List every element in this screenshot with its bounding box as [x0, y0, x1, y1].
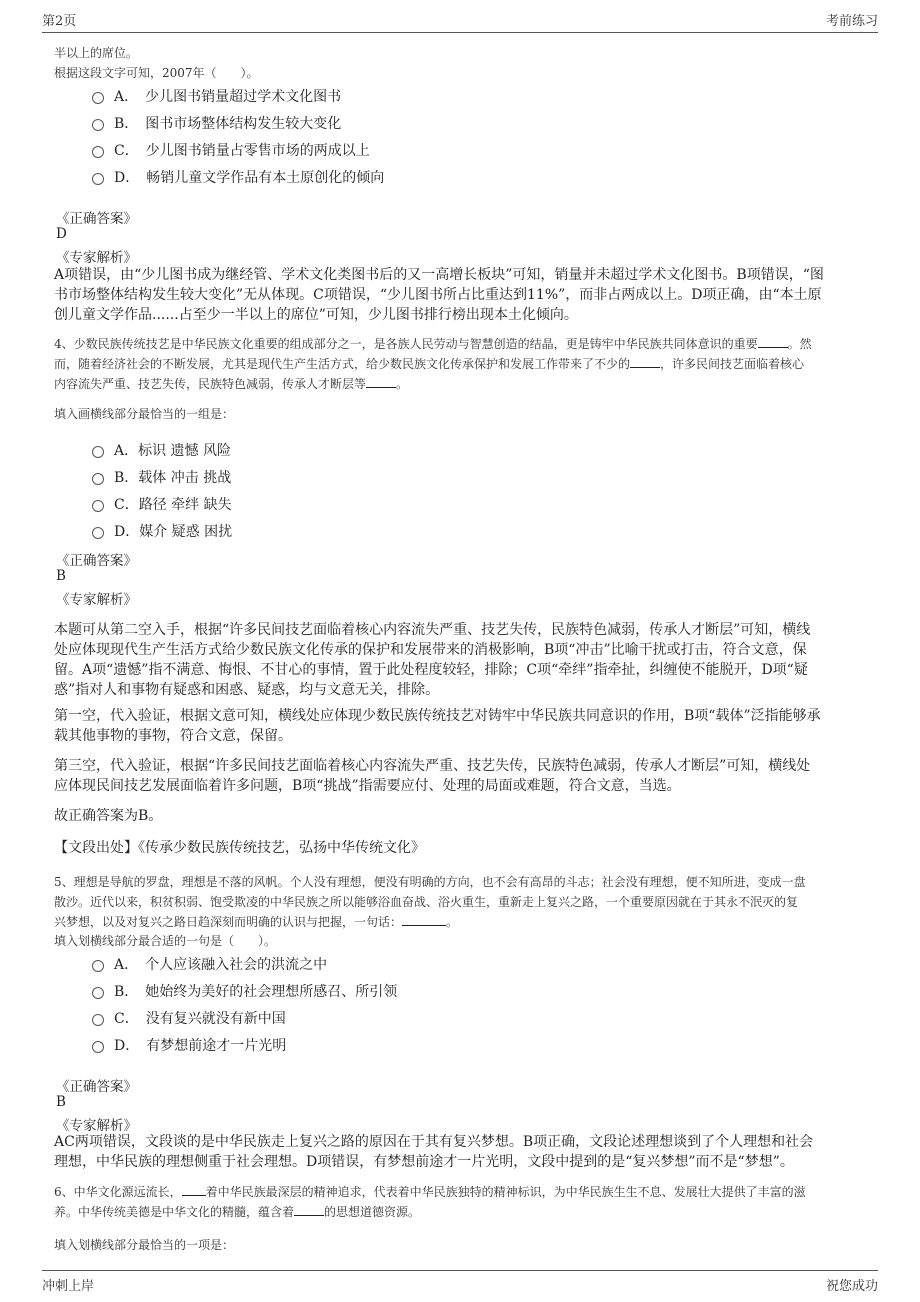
q4-answer-label: 《正确答案》	[56, 553, 137, 569]
footer-right: 祝您成功	[825, 1279, 878, 1294]
q4-analysis-p3: 第三空，代入验证，根据“许多民间技艺面临着核心内容流失严重、技艺失传，民族特色减弱，传承人才断层”可知，横线处 应体现民间技艺发展面临着许多问题，B项“挑战”指需要应付、处理的局面或难题，符合文意，当选。	[54, 758, 811, 794]
q3-answer-label: 《正确答案》	[56, 211, 137, 227]
q4-source: 【文段出处】《传承少数民族传统技艺，弘扬中华传统文化》	[54, 840, 425, 856]
q5-stem: 5、理想是导航的罗盘，理想是不落的风帆。个人没有理想，便没有明确的方向，也不会有高昂的斗志；社会没有理想，便不知所进，变成一盘 散沙。近代以来，积贫积弱、饱受欺凌的中华民族之所以能够浴血奋战、浴火重生，重新走上复兴之路，一个重要原因就在于其永不泯灭的复 兴梦想，以及对复兴之路日趋深刻而明确的认识与把握，一句话： 。	[54, 875, 806, 929]
q5-analysis-label: 《专家解析》	[56, 1118, 137, 1134]
q4-analysis-p2: 第一空，代入验证，根据文意可知，横线处应体现少数民族传统技艺对铸牢中华民族共同意识的作用，B项“载体”泛指能够承 载其他事物的事物，符合文意，保留。	[54, 708, 821, 744]
q6-prompt: 填入划横线部分最恰当的一项是：	[54, 1238, 235, 1252]
q3-option-a[interactable]: A． 少儿图书销量超过学术文化图书	[92, 86, 341, 106]
page-number: 第2页	[42, 14, 77, 29]
radio-icon[interactable]	[92, 446, 104, 458]
q5-prompt: 填入划横线部分最合适的一句是（ ）。	[54, 934, 277, 948]
radio-icon[interactable]	[92, 1014, 104, 1026]
radio-icon[interactable]	[92, 987, 104, 999]
q4-option-c[interactable]: C．路径 牵绊 缺失	[92, 494, 232, 514]
radio-icon[interactable]	[92, 1041, 104, 1053]
q4-stem: 4、少数民族传统技艺是中华民族文化重要的组成部分之一，是各族人民劳动与智慧创造的结晶，更是铸牢中华民族共同体意识的重要 。然 而，随着经济社会的不断发展，尤其是现代生产生活方式，给少数民族文化传承保护和发展工作带来了不少的 ，许多民间技艺面临着核心 内容流失严重、技艺失传，民族特色减弱，传承人才断层等 。	[54, 337, 812, 391]
q4-conclusion: 故正确答案为B。	[54, 808, 163, 824]
q3-option-d[interactable]: D． 畅销儿童文学作品有本土原创化的倾向	[92, 167, 384, 187]
q5-option-b[interactable]: B． 她始终为美好的社会理想所感召、所引领	[92, 981, 397, 1001]
radio-icon[interactable]	[92, 146, 104, 158]
q4-answer: B	[56, 568, 66, 584]
q4-option-a[interactable]: A．标识 遗憾 风险	[92, 440, 231, 460]
q4-option-b[interactable]: B．载体 冲击 挑战	[92, 467, 231, 487]
q5-option-a[interactable]: A． 个人应该融入社会的洪流之中	[92, 954, 327, 974]
radio-icon[interactable]	[92, 473, 104, 485]
q3-option-c[interactable]: C． 少儿图书销量占零售市场的两成以上	[92, 140, 370, 160]
radio-icon[interactable]	[92, 960, 104, 972]
q3-stem: 根据这段文字可知，2007年（ ）。	[54, 66, 259, 80]
q4-option-d[interactable]: D．媒介 疑惑 困扰	[92, 521, 232, 541]
header-title: 考前练习	[825, 14, 878, 29]
q4-analysis-p1: 本题可从第二空入手，根据“许多民间技艺面临着核心内容流失严重、技艺失传，民族特色减弱，传承人才断层”可知，横线 处应体现现代生产生活方式给少数民族文化传承的保护和发展带来的消极影响，B项“冲击”比喻干扰或打击，符合文意，保 留。A项“遗憾”指不满意、悔恨、不甘心的事情，置于此处程度较轻，排除；C项“牵绊”指牵扯，纠缠使不能脱开，D项“疑 惑”指对人和事物有疑惑和困惑、疑惑，均与文意无关，排除。	[54, 622, 811, 698]
radio-icon[interactable]	[92, 92, 104, 104]
q6-stem: 6、中华文化源远流长， 着中华民族最深层的精神追求，代表着中华民族独特的精神标识，为中华民族生生不息、发展壮大提供了丰富的滋 养。中华传统美德是中华文化的精髓，蕴含着 的思想道德资源。	[54, 1185, 806, 1219]
q5-answer-label: 《正确答案》	[56, 1079, 137, 1095]
q4-prompt: 填入画横线部分最恰当的一组是：	[54, 407, 235, 421]
q3-analysis: A项错误，由“少儿图书成为继经管、学术文化类图书后的又一高增长板块”可知，销量并未超过学术文化图书。B项错误，“图 书市场整体结构发生较大变化”无从体现。C项错误，“少儿图书所占比重达到11%”，而非占两成以上。D项正确，由“本土原 创儿童文学作品......占至少一半以上的席位”可知，少儿图书排行榜出现本土化倾向。	[54, 267, 824, 323]
radio-icon[interactable]	[92, 500, 104, 512]
q3-option-b[interactable]: B． 图书市场整体结构发生较大变化	[92, 113, 341, 133]
radio-icon[interactable]	[92, 173, 104, 185]
q5-option-d[interactable]: D． 有梦想前途才一片光明	[92, 1035, 286, 1055]
page-footer	[42, 1270, 878, 1294]
radio-icon[interactable]	[92, 527, 104, 539]
q3-answer: D	[56, 226, 67, 242]
radio-icon[interactable]	[92, 119, 104, 131]
q5-option-c[interactable]: C． 没有复兴就没有新中国	[92, 1008, 286, 1028]
q3-analysis-label: 《专家解析》	[56, 250, 137, 266]
q3-continuation: 半以上的席位。	[54, 46, 139, 60]
footer-left: 冲刺上岸	[42, 1279, 95, 1294]
q4-analysis-label: 《专家解析》	[56, 592, 137, 608]
q5-analysis: AC两项错误，文段谈的是中华民族走上复兴之路的原因在于其有复兴梦想。B项正确，文段论述理想谈到了个人理想和社会 理想，中华民族的理想侧重于社会理想。D项错误，有梦想前途才一片光明，文段中提到的是“复兴梦想”而不是“梦想”。	[54, 1134, 814, 1170]
q5-answer: B	[56, 1094, 66, 1110]
page-header	[42, 10, 878, 33]
